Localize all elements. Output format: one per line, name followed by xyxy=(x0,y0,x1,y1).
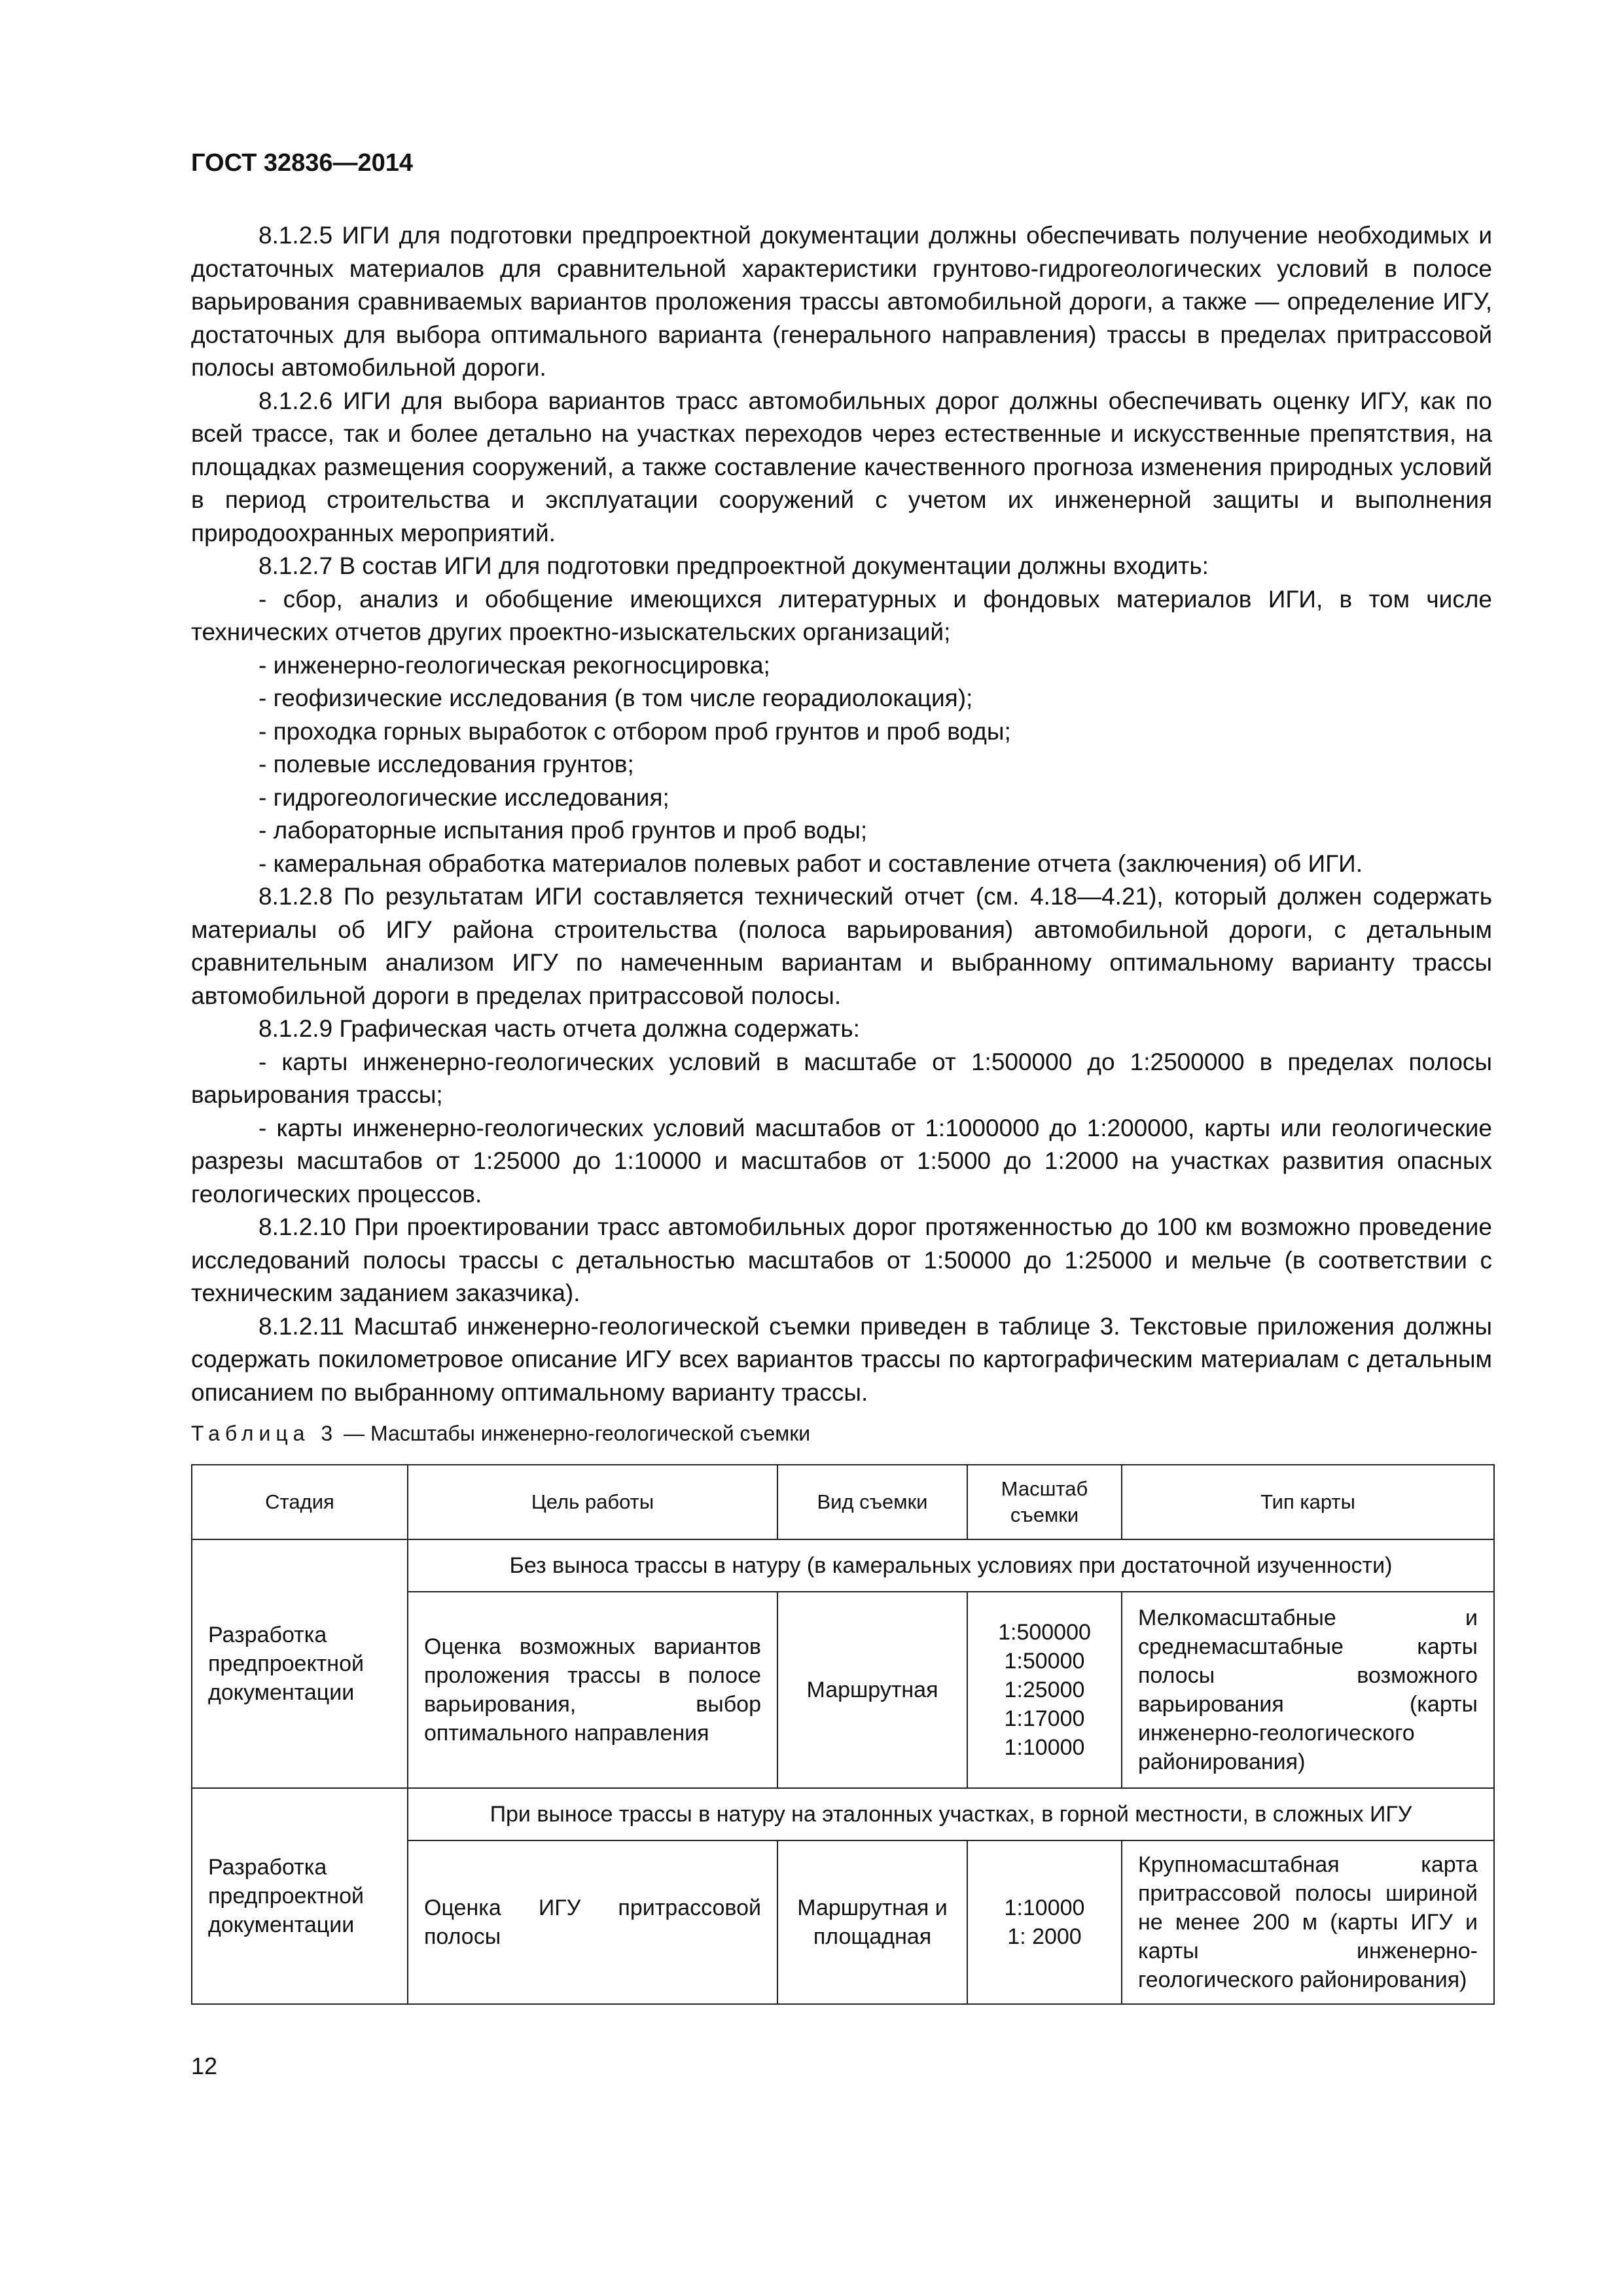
scale-value: 1:10000 xyxy=(1004,1735,1085,1760)
list-item: - лабораторные испытания проб грунтов и проб воды; xyxy=(259,817,868,844)
cell-stage: Разработка предпроектной документации xyxy=(192,1788,408,2004)
table-caption-label: Таблица 3 xyxy=(191,1422,338,1445)
document-header: ГОСТ 32836—2014 xyxy=(191,149,414,177)
cell-survey-type: Маршрутная и площадная xyxy=(777,1840,967,2004)
header-goal: Цель работы xyxy=(408,1465,777,1539)
header-stage: Стадия xyxy=(192,1465,408,1539)
table-caption xyxy=(191,1422,810,1446)
list-item: - полевые исследования грунтов; xyxy=(259,751,634,778)
cell-scale xyxy=(967,1592,1122,1788)
cell-condition: При выносе трассы в натуру на эталонных участках, в горной местности, в сложных ИГУ xyxy=(408,1788,1494,1840)
cell-goal: Оценка ИГУ притрассовой полосы xyxy=(408,1840,777,2004)
cell-map-type: Мелкомасштабные и среднемасштабные карты полосы возможного варьирования (карты инженерно-геологического районирования) xyxy=(1122,1592,1494,1788)
paragraph: 8.1.2.7 В состав ИГИ для подготовки предпроектной документации должны входить: xyxy=(259,552,1209,579)
scale-value: 1:25000 xyxy=(1004,1677,1085,1702)
cell-goal: Оценка возможных вариантов проложения трассы в полосе варьирования, выбор оптимального направления xyxy=(408,1592,777,1788)
list-item: - проходка горных выработок с отбором проб грунтов и проб воды; xyxy=(259,717,1011,745)
scale-table xyxy=(191,1464,1495,2005)
table-wrapper xyxy=(191,1464,1493,2005)
scale-value: 1:17000 xyxy=(1004,1706,1085,1731)
header-survey-type: Вид съемки xyxy=(777,1465,967,1539)
paragraph: 8.1.2.9 Графическая часть отчета должна содержать: xyxy=(259,1015,860,1042)
header-map-type: Тип карты xyxy=(1122,1465,1494,1539)
list-item: - карты инженерно-геологических условий в масштабе от 1:500000 до 1:2500000 в пределах полосы варьирования трассы; xyxy=(191,1048,1492,1108)
list-item: - геофизические исследования (в том числе георадиолокация); xyxy=(259,685,973,711)
cell-scale xyxy=(967,1840,1122,2004)
list-item: - карты инженерно-геологических условий масштабов от 1:1000000 до 1:200000, карты или геологические разрезы масштабов от 1:25000 до 1:10000 и масштабов от 1:5000 до 1:2000 на участках развития опасных геологических процессов. xyxy=(191,1114,1492,1208)
header-scale: Масштаб съемки xyxy=(967,1465,1122,1539)
document-body xyxy=(191,219,1492,1409)
cell-survey-type: Маршрутная xyxy=(777,1592,967,1788)
list-item: - камеральная обработка материалов полевых работ и составление отчета (заключения) об ИГИ. xyxy=(259,850,1363,877)
scale-value: 1:50000 xyxy=(1004,1649,1085,1674)
list-item: - гидрогеологические исследования; xyxy=(259,783,669,811)
cell-map-type: Крупномасштабная карта притрассовой полосы шириной не менее 200 м (карты ИГУ и карты инженерно-геологического районирования) xyxy=(1122,1840,1494,2004)
table-caption-text: — Масштабы инженерно-геологической съемки xyxy=(338,1422,811,1445)
page-number: 12 xyxy=(191,2053,218,2079)
paragraph: 8.1.2.11 Масштаб инженерно-геологической съемки приведен в таблице 3. Текстовые приложения должны содержать покилометровое описание ИГУ всех вариантов трассы по картографическим материалам с детальным описанием по выбранному оптимальному варианту трассы. xyxy=(191,1312,1492,1406)
paragraph: 8.1.2.10 При проектировании трасс автомобильных дорог протяженностью до 100 км возможно проведение исследований полосы трассы с детальностью масштабов от 1:50000 до 1:25000 и мельче (в соответствии с техническим заданием заказчика). xyxy=(191,1213,1492,1306)
table-header-row xyxy=(192,1465,1494,1539)
list-item: - инженерно-геологическая рекогносцировка; xyxy=(259,651,770,679)
list-item: - сбор, анализ и обобщение имеющихся литературных и фондовых материалов ИГИ, в том числе технических отчетов других проектно-изыскательских организаций; xyxy=(191,585,1492,645)
cell-stage: Разработка предпроектной документации xyxy=(192,1539,408,1788)
scale-value: 1: 2000 xyxy=(1007,1924,1082,1949)
paragraph: 8.1.2.6 ИГИ для выбора вариантов трасс автомобильных дорог должны обеспечивать оценку ИГУ, как по всей трассе, так и более детально на участках переходов через естественные и искусственные препятствия, на площадках размещения сооружений, а также составление качественного прогноза изменения природных условий в период строительства и эксплуатации сооружений с учетом их инженерной защиты и выполнения природоохранных мероприятий. xyxy=(191,387,1492,547)
scale-value: 1:10000 xyxy=(1004,1895,1085,1920)
table-row-condition xyxy=(192,1539,1494,1592)
cell-condition: Без выноса трассы в натуру (в камеральных условиях при достаточной изученности) xyxy=(408,1539,1494,1592)
table-row-condition xyxy=(192,1788,1494,1840)
paragraph: 8.1.2.5 ИГИ для подготовки предпроектной документации должны обеспечивать получение необходимых и достаточных материалов для сравнительной характеристики грунтово-гидрогеологических условий в полосе варьирования сравниваемых вариантов проложения трассы автомобильной дороги, а также — определение ИГУ, достаточных для выбора оптимального варианта (генерального направления) трассы в пределах притрассовой полосы автомобильной дороги. xyxy=(191,222,1492,381)
scale-value: 1:500000 xyxy=(998,1620,1091,1645)
paragraph: 8.1.2.8 По результатам ИГИ составляется технический отчет (см. 4.18—4.21), который должен содержать материалы об ИГУ района строительства (полоса варьирования) автомобильной дороги, с детальным сравнительным анализом ИГУ по намеченным вариантам и выбранному оптимальному варианту трассы автомобильной дороги в пределах притрассовой полосы. xyxy=(191,883,1492,1009)
